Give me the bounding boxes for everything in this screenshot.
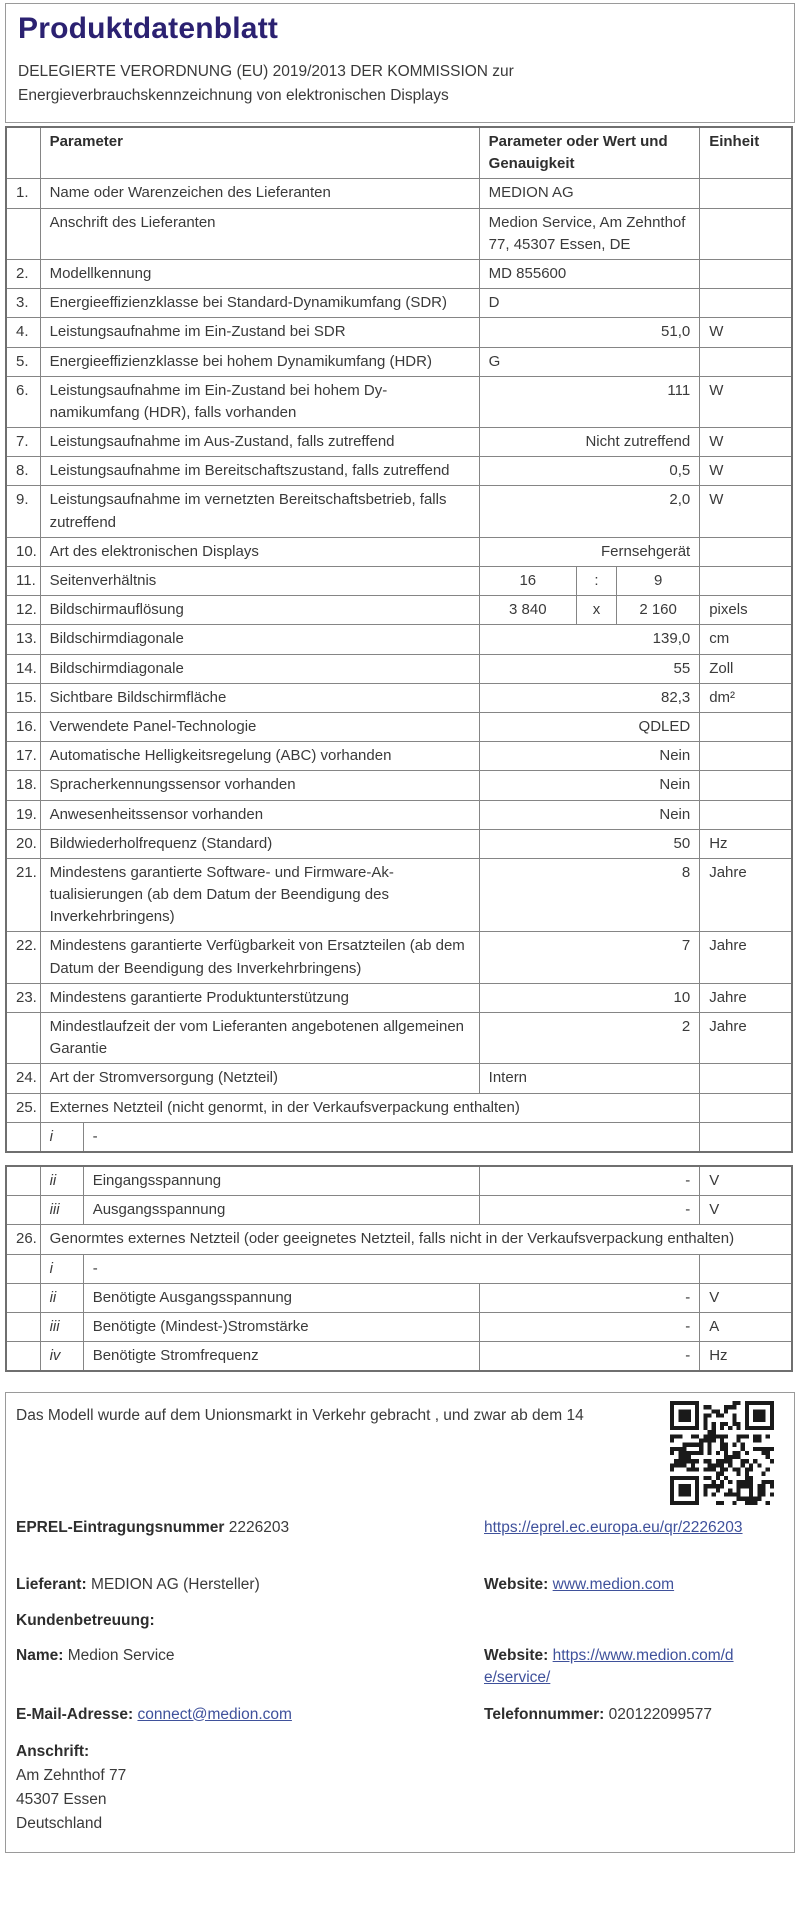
row-label: Bildschirmauflösung [40,596,479,625]
row-roman-numeral: i [40,1254,83,1283]
table-row [6,983,792,1012]
table-row [6,683,792,712]
row-label: Benötigte (Mindest-)Stromstärke [83,1312,479,1341]
row-unit: W [700,376,792,427]
row-value: Intern [479,1064,700,1093]
table-row [6,1196,792,1225]
row-value: - [83,1254,700,1283]
supplier-value: MEDION AG (Hersteller) [90,1575,260,1593]
market-placement-text: Das Modell wurde auf dem Unionsmarkt in Verkehr gebracht , und zwar ab dem 14 [16,1407,584,1425]
row-label: Art des elektronischen Displays [40,537,479,566]
service-website-link[interactable]: https://www.medion.com/de/service/ [484,1646,734,1687]
email-row [16,1704,780,1726]
row-number: 6. [6,376,40,427]
row-roman-numeral: iii [40,1196,83,1225]
row-label: Genormtes externes Netzteil (oder geeignetes Netzteil, falls nicht in der Verkaufsverpackung enthalten) [40,1225,792,1254]
table-row [6,829,792,858]
row-value: Nein [479,742,700,771]
table-header-row [6,127,792,179]
row-label: Mindestens garantierte Verfügbarkeit von Ersatzteilen (ab dem Datum der Beendigung des Inverkehrbringens) [40,932,479,983]
power-supply-table [5,1165,793,1372]
row-number: 17. [6,742,40,771]
row-label: Art der Stromversorgung (Netzteil) [40,1064,479,1093]
row-unit: Jahre [700,983,792,1012]
table-row [6,537,792,566]
row-value-second: 9 [617,567,700,596]
table-row [6,800,792,829]
phone-label: Telefonnummer: [484,1705,605,1723]
eprel-row [16,1517,780,1539]
table-row [6,771,792,800]
row-number: 18. [6,771,40,800]
row-number: 22. [6,932,40,983]
phone-number: 020122099577 [608,1705,713,1723]
table-row [6,1013,792,1064]
row-number: 4. [6,318,40,347]
row-unit [700,1064,792,1093]
row-label: Bildwiederholfrequenz (Standard) [40,829,479,858]
eprel-label: EPREL-Eintragungsnummer [16,1519,225,1537]
eprel-link[interactable]: https://eprel.ec.europa.eu/qr/2226203 [484,1519,743,1537]
row-number: 12. [6,596,40,625]
row-value: D [479,289,700,318]
row-label: Anschrift des Lieferanten [40,208,479,259]
row-unit [700,771,792,800]
row-number: 13. [6,625,40,654]
regulation-line-2: Energieverbrauchskennzeichnung von elektronischen Displays [18,87,449,105]
row-label: Name oder Warenzeichen des Lieferanten [40,179,479,208]
row-unit: Zoll [700,654,792,683]
row-value: Fernsehgerät [479,537,700,566]
table-row [6,347,792,376]
row-unit: Jahre [700,858,792,932]
row-number [6,1254,40,1283]
table-row [6,1093,792,1122]
row-value-separator: : [576,567,616,596]
row-label: Benötigte Ausgangsspannung [83,1283,479,1312]
row-number: 21. [6,858,40,932]
row-label: Modellkennung [40,259,479,288]
row-value: - [479,1166,700,1196]
row-number: 24. [6,1064,40,1093]
row-unit [700,347,792,376]
row-number: 10. [6,537,40,566]
row-value: QDLED [479,712,700,741]
row-number [6,1342,40,1372]
row-unit [700,742,792,771]
table-row [6,179,792,208]
row-unit: V [700,1166,792,1196]
supplier-entry [16,1574,484,1596]
customer-care-row [16,1610,780,1632]
row-unit [700,1093,792,1122]
row-unit: V [700,1283,792,1312]
table-row [6,932,792,983]
row-value-separator: x [576,596,616,625]
row-number: 15. [6,683,40,712]
service-name-row [16,1645,780,1690]
eprel-number: 2226203 [228,1519,290,1537]
row-unit [700,800,792,829]
address-line-2: 45307 Essen [16,1791,107,1809]
row-unit: W [700,318,792,347]
service-name-entry [16,1645,484,1667]
table-row [6,1283,792,1312]
row-label: Bildschirmdiagonale [40,654,479,683]
row-value: 10 [479,983,700,1012]
row-number [6,1283,40,1312]
row-unit: Jahre [700,932,792,983]
row-value: - [479,1196,700,1225]
row-roman-numeral: ii [40,1166,83,1196]
regulation-subtitle [18,60,782,108]
table-row [6,1312,792,1341]
row-label: Bildschirmdiagonale [40,625,479,654]
email-link[interactable]: connect@medion.com [137,1705,292,1723]
row-number [6,1122,40,1152]
row-label: Leistungsaufnahme im Aus-Zustand, falls zutreffend [40,428,479,457]
row-label: Leistungsaufnahme im Ein-Zustand bei SDR [40,318,479,347]
row-number: 11. [6,567,40,596]
row-label: Spracherkennungssensor vorhanden [40,771,479,800]
eprel-entry [16,1517,484,1539]
row-number [6,208,40,259]
row-roman-numeral: i [40,1122,83,1152]
email-label: E-Mail-Adresse: [16,1705,134,1723]
row-number: 26. [6,1225,40,1254]
row-number: 20. [6,829,40,858]
medion-website-link[interactable]: www.medion.com [552,1575,675,1593]
parameters-table [5,126,793,1153]
row-value: - [83,1122,700,1152]
name-label: Name: [16,1646,64,1664]
regulation-line-1: DELEGIERTE VERORDNUNG (EU) 2019/2013 DER KOMMISSION zur [18,63,514,80]
row-label: Eingangsspannung [83,1166,479,1196]
row-value: - [479,1342,700,1372]
row-unit: W [700,428,792,457]
row-label: Verwendete Panel-Technologie [40,712,479,741]
row-unit [700,712,792,741]
row-number: 7. [6,428,40,457]
row-unit: V [700,1196,792,1225]
header-value: Parameter oder Wert und Genauigkeit [479,127,700,179]
row-number: 23. [6,983,40,1012]
table-row [6,428,792,457]
row-label: Benötigte Stromfrequenz [83,1342,479,1372]
table-row [6,318,792,347]
table-gap [5,1153,795,1165]
row-number [6,1312,40,1341]
row-unit: pixels [700,596,792,625]
row-label: Externes Netzteil (nicht genormt, in der Verkaufsverpackung enthalten) [40,1093,700,1122]
row-value: 51,0 [479,318,700,347]
row-label: Ausgangsspannung [83,1196,479,1225]
row-value: Medion Service, Am Zehnthof 77, 45307 Essen, DE [479,208,700,259]
row-label: Energieeffizienzklasse bei hohem Dynamikumfang (HDR) [40,347,479,376]
row-value: 82,3 [479,683,700,712]
row-number: 16. [6,712,40,741]
table-row [6,457,792,486]
page-title: Produktdatenblatt [18,12,279,45]
row-value: Nicht zutreffend [479,428,700,457]
address-label: Anschrift: [16,1743,90,1761]
row-label: Seitenverhältnis [40,567,479,596]
row-value: 2 [479,1013,700,1064]
row-number: 2. [6,259,40,288]
row-number: 14. [6,654,40,683]
header-number-cell [6,127,40,179]
row-value: 8 [479,858,700,932]
row-value: 139,0 [479,625,700,654]
website-label: Website: [484,1575,549,1593]
row-value: 50 [479,829,700,858]
row-unit: Jahre [700,1013,792,1064]
row-number: 25. [6,1093,40,1122]
row-unit [700,537,792,566]
table-row [6,858,792,932]
table-row [6,486,792,537]
row-unit: Hz [700,829,792,858]
row-value-first: 3 840 [479,596,576,625]
address-line-1: Am Zehnthof 77 [16,1767,127,1785]
row-roman-numeral: ii [40,1283,83,1312]
row-value: G [479,347,700,376]
row-label: Mindestens garantierte Software- und Firmware-Aktualisierungen (ab dem Datum der Beendigung des Inverkehrbringens) [40,858,479,932]
row-unit: A [700,1312,792,1341]
row-value: Nein [479,771,700,800]
row-value: Nein [479,800,700,829]
row-roman-numeral: iv [40,1342,83,1372]
header-parameter: Parameter [40,127,479,179]
header-box [5,3,795,123]
table-row [6,567,792,596]
row-value: 111 [479,376,700,427]
row-value: MEDION AG [479,179,700,208]
table-row [6,208,792,259]
row-unit: Hz [700,1342,792,1372]
row-label: Automatische Helligkeitsregelung (ABC) vorhanden [40,742,479,771]
row-unit [700,1122,792,1152]
service-website-label: Website: [484,1646,549,1664]
row-label: Leistungsaufnahme im Ein-Zustand bei hohem Dynamikumfang (HDR), falls vorhanden [40,376,479,427]
table-row [6,1122,792,1152]
row-unit [700,208,792,259]
row-unit [700,1254,792,1283]
row-label: Leistungsaufnahme im vernetzten Bereitschaftsbetrieb, falls zutreffend [40,486,479,537]
table-row [6,1225,792,1254]
qr-code-icon [670,1401,774,1505]
table-row [6,625,792,654]
row-number: 3. [6,289,40,318]
supplier-label: Lieferant: [16,1575,87,1593]
table-row [6,712,792,741]
row-unit [700,289,792,318]
row-value: 2,0 [479,486,700,537]
table-row [6,289,792,318]
table-row [6,1166,792,1196]
row-unit [700,179,792,208]
row-label: Mindestlaufzeit der vom Lieferanten angebotenen allgemeinen Garantie [40,1013,479,1064]
row-value: 7 [479,932,700,983]
row-number [6,1196,40,1225]
row-unit [700,259,792,288]
row-value-second: 2 160 [617,596,700,625]
row-number: 9. [6,486,40,537]
email-entry [16,1704,484,1726]
row-value: MD 855600 [479,259,700,288]
address-block [16,1740,780,1836]
row-number: 19. [6,800,40,829]
row-value-first: 16 [479,567,576,596]
table-row [6,654,792,683]
header-unit: Einheit [700,127,792,179]
table-row [6,596,792,625]
row-number: 5. [6,347,40,376]
row-number: 8. [6,457,40,486]
table-row [6,376,792,427]
row-number: 1. [6,179,40,208]
row-unit [700,567,792,596]
row-number [6,1013,40,1064]
row-unit: W [700,457,792,486]
row-value: 55 [479,654,700,683]
row-unit: W [700,486,792,537]
row-value: 0,5 [479,457,700,486]
table-row [6,1064,792,1093]
address-line-3: Deutschland [16,1815,103,1833]
row-unit: cm [700,625,792,654]
row-label: Energieeffizienzklasse bei Standard-Dynamikumfang (SDR) [40,289,479,318]
row-label: Mindestens garantierte Produktunterstützung [40,983,479,1012]
footer-section [5,1392,795,1853]
row-roman-numeral: iii [40,1312,83,1341]
row-value: - [479,1312,700,1341]
row-value: - [479,1283,700,1312]
table-row [6,1254,792,1283]
customer-care-label: Kundenbetreuung: [16,1612,155,1630]
table-row [6,259,792,288]
table-row [6,742,792,771]
row-label: Leistungsaufnahme im Bereitschaftszustand, falls zutreffend [40,457,479,486]
supplier-row [16,1574,780,1596]
name-value: Medion Service [67,1646,175,1664]
table-row [6,1342,792,1372]
row-unit: dm² [700,683,792,712]
row-number [6,1166,40,1196]
row-label: Anwesenheitssensor vorhanden [40,800,479,829]
row-label: Sichtbare Bildschirmfläche [40,683,479,712]
